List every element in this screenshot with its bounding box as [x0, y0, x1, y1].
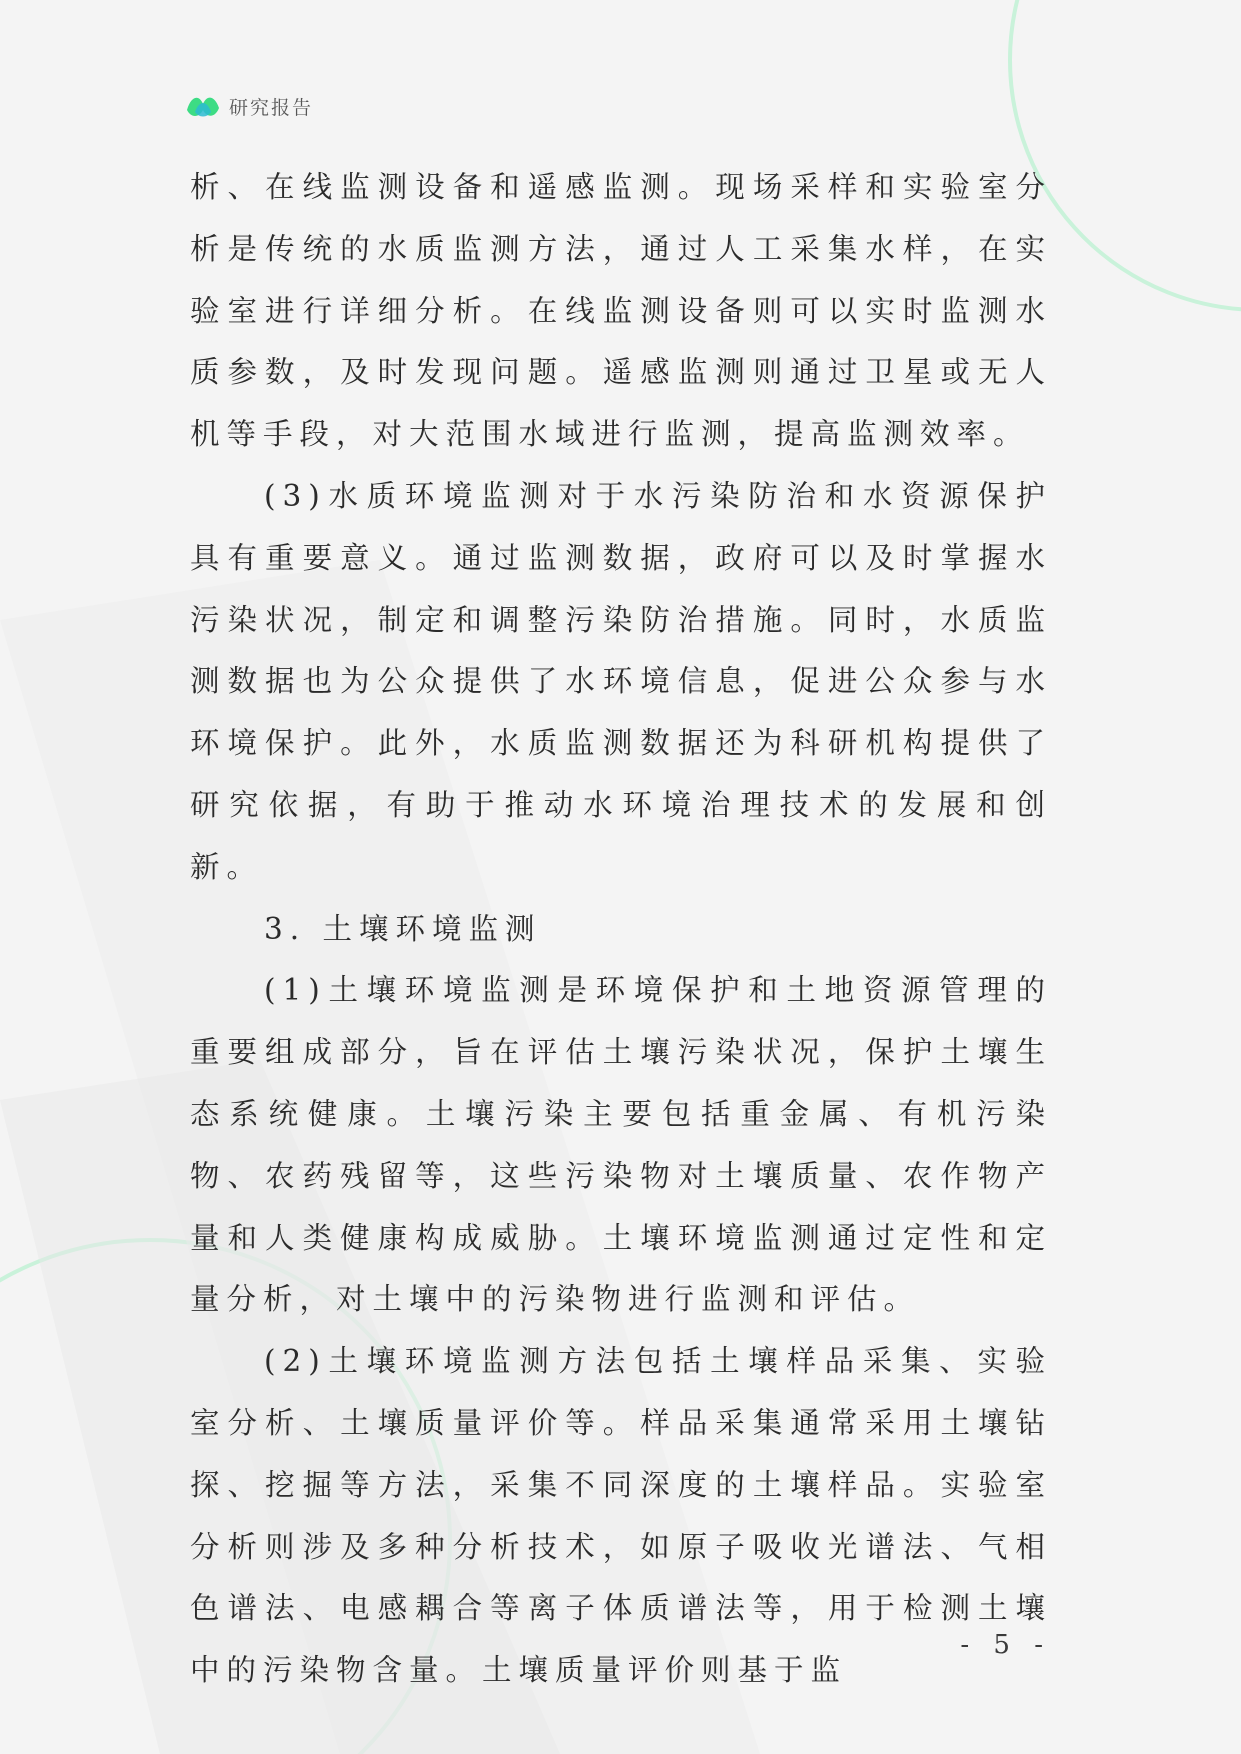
document-body [190, 157, 1052, 1702]
paragraph-water-methods: 析、在线监测设备和遥感监测。现场采样和实验室分析是传统的水质监测方法，通过人工采集水样，在实验室进行详细分析。在线监测设备则可以实时监测水质参数，及时发现问题。遥感监测则通过卫星或无人机等手段，对大范围水域进行监测，提高监测效率。 [190, 170, 1052, 452]
leaf-logo-icon [185, 88, 221, 124]
page-number [0, 1630, 1241, 1660]
paragraph-soil-methods: (2)土壤环境监测方法包括土壤样品采集、实验室分析、土壤质量评价等。样品采集通常采用土壤钻探、挖掘等方法，采集不同深度的土壤样品。实验室分析则涉及多种分析技术，如原子吸收光谱法、气相色谱法、电感耦合等离子体质谱法等，用于检测土壤中的污染物含量。土壤质量评价则基于监 [190, 1344, 1052, 1688]
header-title: 研究报告 [229, 96, 314, 119]
paragraph-water-significance: (3)水质环境监测对于水污染防治和水资源保护具有重要意义。通过监测数据，政府可以及时掌握水污染状况，制定和调整污染防治措施。同时，水质监测数据也为公众提供了水环境信息，促进公众参与水环境保护。此外，水质监测数据还为科研机构提供了研究依据，有助于推动水环境治理技术的发展和创新。 [190, 478, 1052, 884]
paragraph-soil-overview: (1)土壤环境监测是环境保护和土地资源管理的重要组成部分，旨在评估土壤污染状况，保护土壤生态系统健康。土壤污染主要包括重金属、有机污染物、农药残留等，这些污染物对土壤质量、农作物产量和人类健康构成威胁。土壤环境监测通过定性和定量分析，对土壤中的污染物进行监测和评估。 [190, 973, 1052, 1317]
page-header [185, 88, 313, 124]
page-number-text: - 5 - [960, 1630, 1051, 1660]
section-heading-soil: 3. 土壤环境监测 [264, 911, 542, 946]
